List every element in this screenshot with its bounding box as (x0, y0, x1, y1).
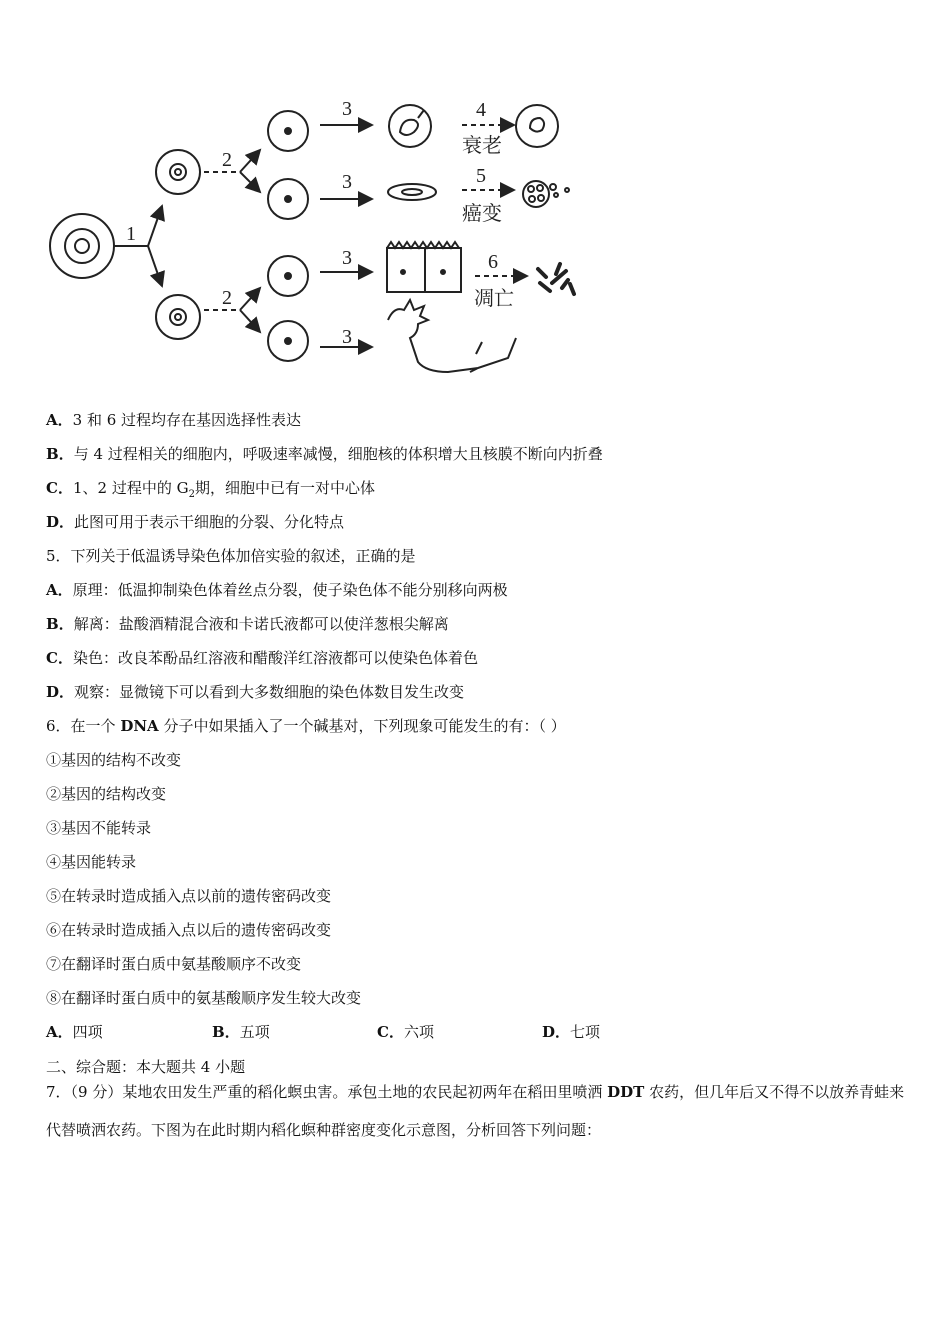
daughter-cell-top (156, 150, 200, 194)
cell-row1 (268, 111, 308, 151)
q6-choice-a: A．四项 (46, 1023, 103, 1041)
label-aging: 衰老 (462, 135, 502, 157)
cell-row3 (268, 256, 308, 296)
step-label-3-row4: 3 (342, 326, 352, 348)
q6-item-8: ⑧在翻译时蛋白质中的氨基酸顺序发生较大改变 (46, 989, 362, 1007)
q6-choice-c: C．六项 (377, 1023, 434, 1041)
step-label-3-row3: 3 (342, 247, 352, 269)
step-label-4: 4 (476, 99, 486, 121)
q4-option-c: C．1、2 过程中的 $G_2$期，细胞中已有一对中心体 (46, 479, 375, 500)
q4-option-a: A．3 和 6 过程均存在基因选择性表达 (46, 411, 302, 429)
step-label-3-row2: 3 (342, 171, 352, 193)
q6-choice-d: D．七项 (542, 1023, 601, 1041)
q5-option-d: D．观察：显微镜下可以看到大多数细胞的染色体数目发生改变 (46, 683, 465, 701)
q6-item-7: ⑦在翻译时蛋白质中氨基酸顺序不改变 (46, 955, 302, 973)
q4-option-d: D．此图可用于表示干细胞的分裂、分化特点 (46, 513, 345, 531)
label-cancer: 癌变 (462, 203, 502, 225)
cell-row4 (268, 321, 308, 361)
epithelial-cells-row3 (387, 242, 461, 292)
neuron-row4 (388, 300, 516, 372)
q6-choices (46, 1022, 746, 1044)
q6-item-1: ①基因的结构不改变 (46, 751, 182, 769)
aging-cell (516, 105, 558, 147)
label-apoptosis: 凋亡 (474, 288, 514, 310)
specialized-cell-row1 (389, 105, 431, 147)
step-label-2-top: 2 (222, 149, 232, 171)
apoptotic-fragments (538, 264, 574, 294)
stem-cell (50, 214, 114, 278)
q6-item-6: ⑥在转录时造成插入点以后的遗传密码改变 (46, 921, 332, 939)
q5-option-b: B．解离：盐酸酒精混合液和卡诺氏液都可以使洋葱根尖解离 (46, 615, 449, 633)
q6-item-3: ③基因不能转录 (46, 819, 152, 837)
step-label-3-row1: 3 (342, 98, 352, 120)
q6-item-5: ⑤在转录时造成插入点以前的遗传密码改变 (46, 887, 332, 905)
q6-stem: 6．在一个 DNA 分子中如果插入了一个碱基对，下列现象可能发生的有：（ ） (46, 717, 566, 735)
daughter-cell-bottom (156, 295, 200, 339)
cell-row2 (268, 179, 308, 219)
section-heading: 二、综合题：本大题共 4 小题 (46, 1058, 246, 1076)
step-label-2-bottom: 2 (222, 287, 232, 309)
specialized-cell-row2 (388, 184, 436, 200)
cell-fate-diagram (40, 88, 600, 388)
q4-option-b: B．与 4 过程相关的细胞内，呼吸速率减慢，细胞核的体积增大且核膜不断向内折叠 (46, 445, 603, 463)
q7-paragraph: 7．（9 分）某地农田发生严重的稻化螟虫害。承包土地的农民起初两年在稻田里喷洒 DDT 农药，但几年后又不得不以放养青蛙来代替喷洒农药。下图为在此时期内稻化螟种群密度变化示意图，分析回答下列问题： (46, 1083, 905, 1139)
step-label-5: 5 (476, 165, 486, 187)
step-label-1: 1 (126, 223, 136, 245)
q6-item-2: ②基因的结构改变 (46, 785, 167, 803)
q5-option-c: C．染色：改良苯酚品红溶液和醋酸洋红溶液都可以使染色体着色 (46, 649, 478, 667)
q5-option-a: A．原理：低温抑制染色体着丝点分裂，使子染色体不能分别移向两极 (46, 581, 508, 599)
q6-choice-b: B．五项 (212, 1023, 270, 1041)
q6-item-4: ④基因能转录 (46, 853, 137, 871)
q5-stem: 5．下列关于低温诱导染色体加倍实验的叙述，正确的是 (46, 547, 416, 565)
cancer-cell-cluster (523, 181, 569, 207)
step-label-6: 6 (488, 251, 498, 273)
